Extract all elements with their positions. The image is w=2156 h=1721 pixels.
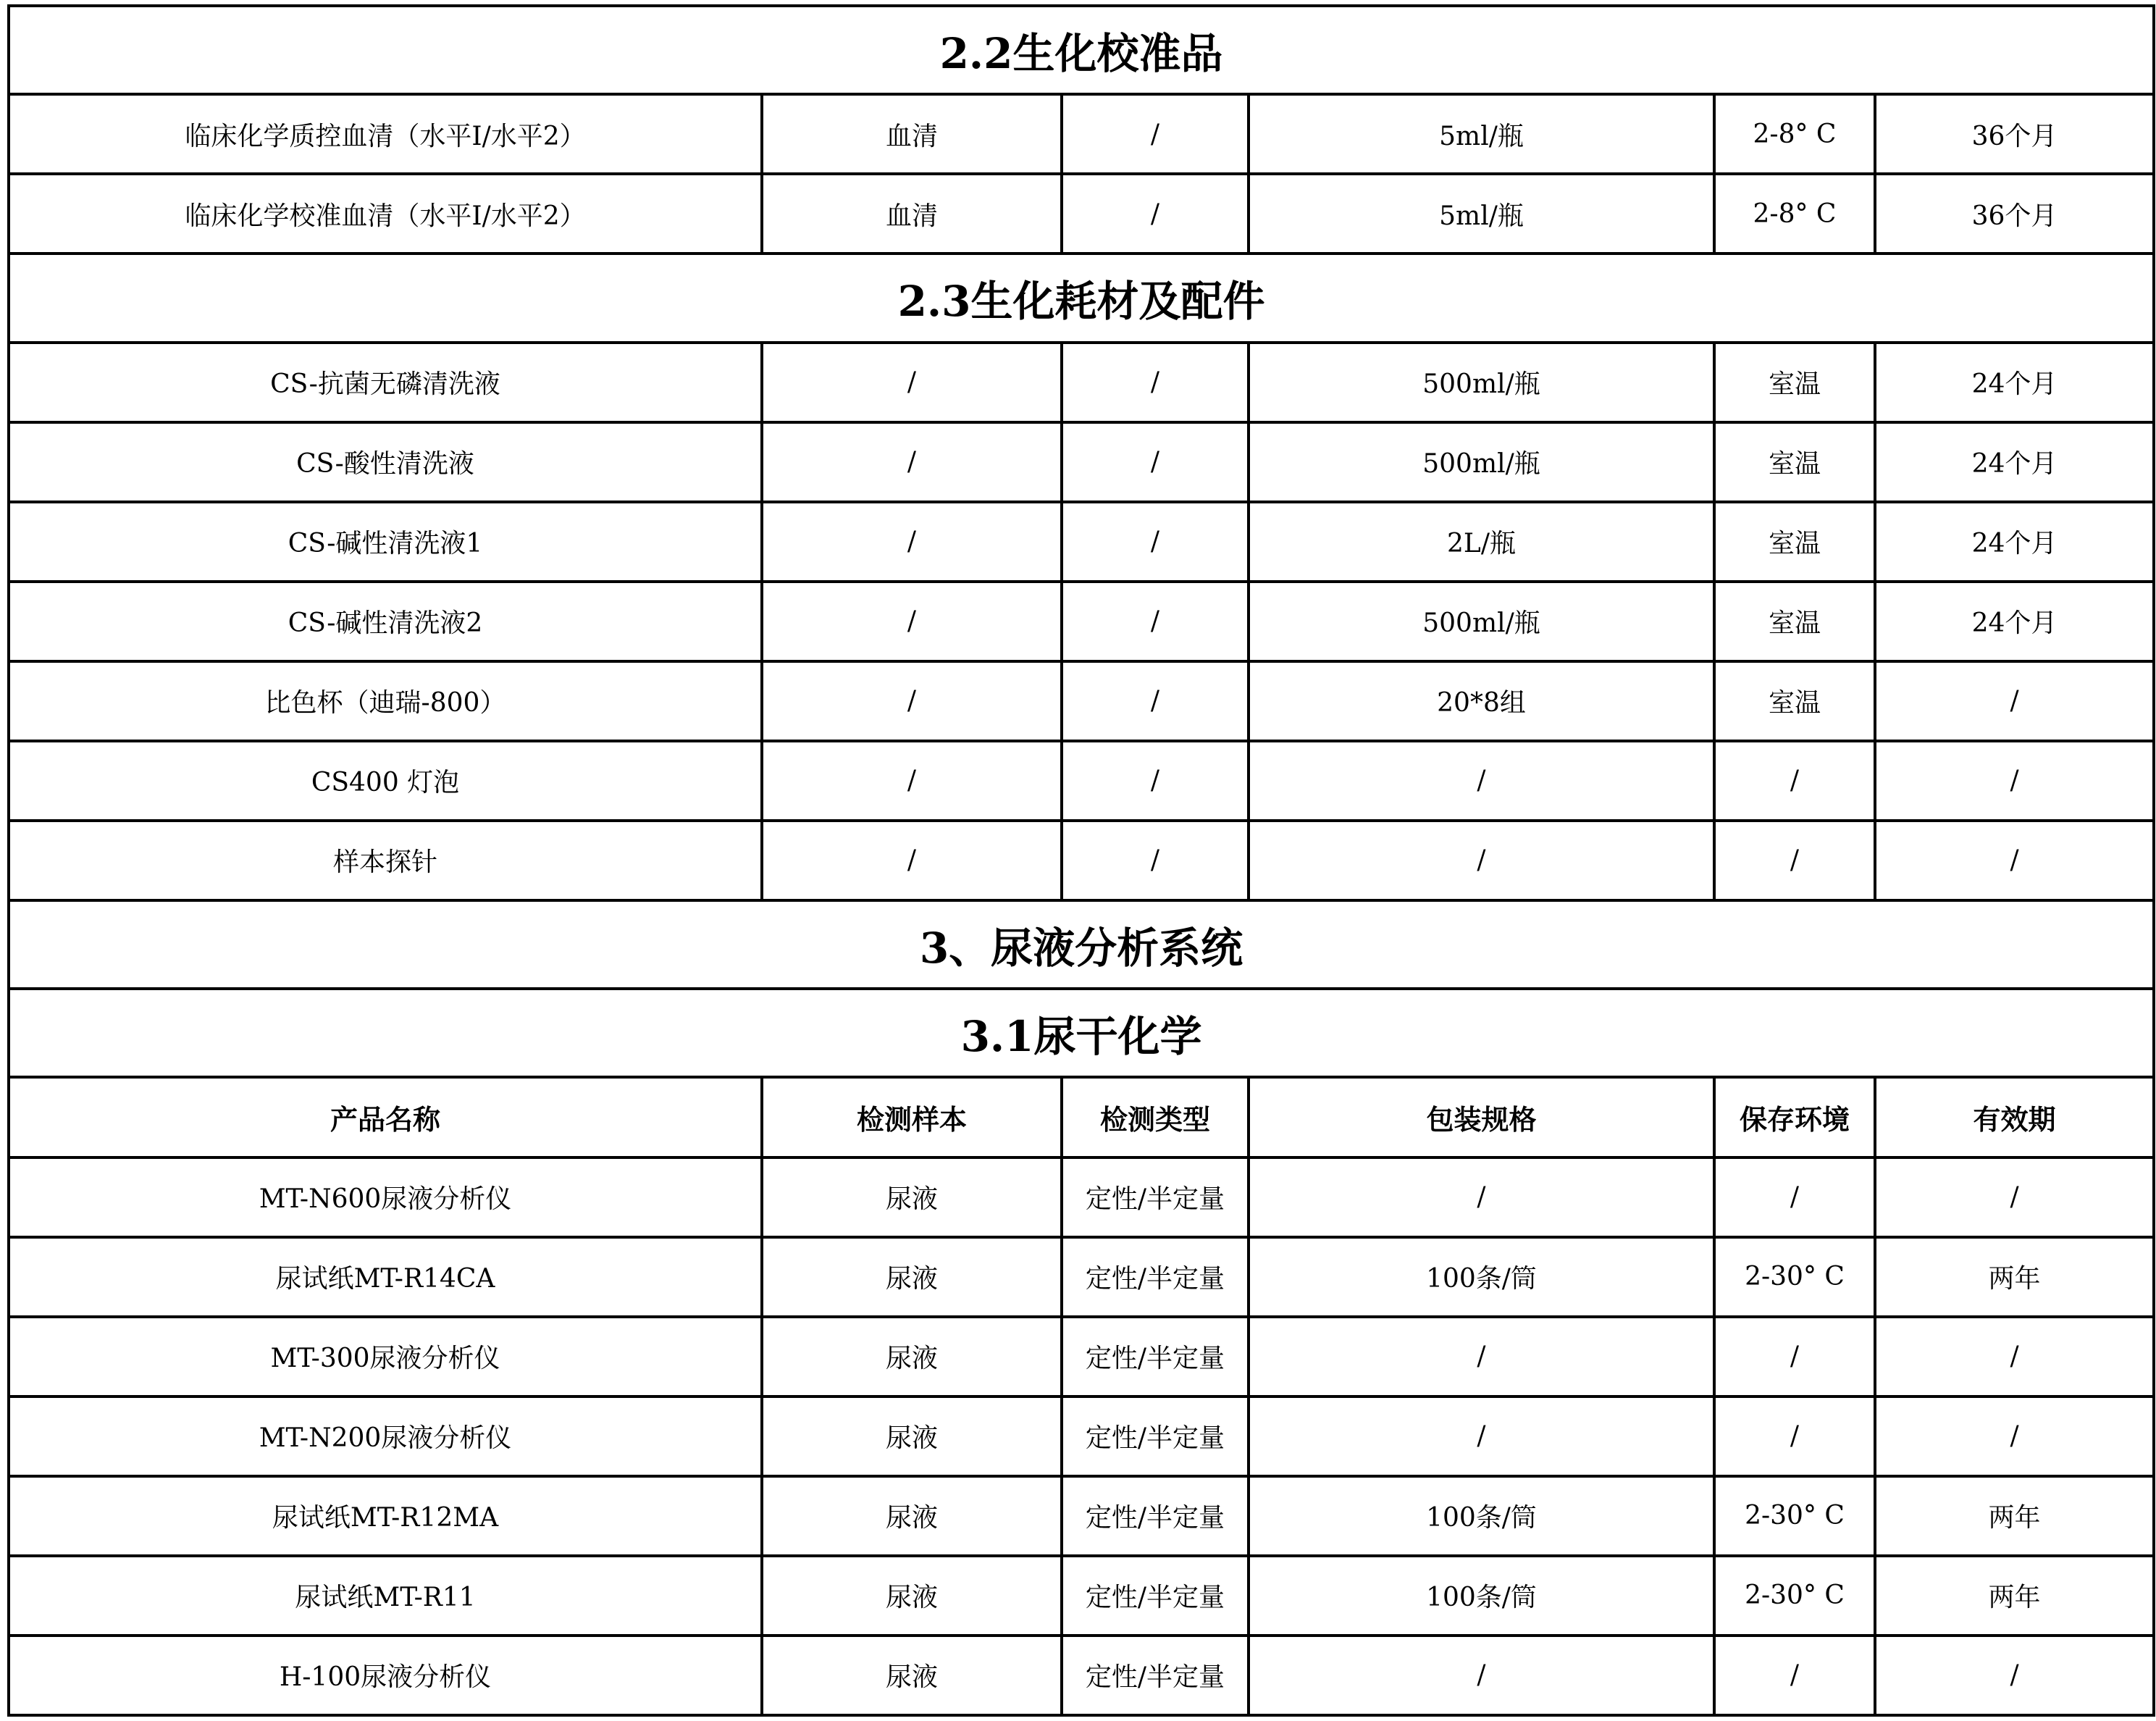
header-package: 包装规格 (1249, 1077, 1714, 1157)
cell-sample: / (762, 821, 1062, 900)
cell-validity: 24个月 (1875, 582, 2154, 661)
table-row (9, 343, 2154, 422)
header-validity: 有效期 (1875, 1077, 2154, 1157)
cell-sample: 尿液 (762, 1157, 1062, 1237)
cell-product-name: CS-碱性清洗液2 (9, 582, 762, 661)
section-title-3: 3、尿液分析系统 (9, 900, 2154, 989)
product-table (7, 4, 2155, 1717)
cell-storage: 室温 (1714, 343, 1875, 422)
table-row (9, 1317, 2154, 1397)
table-row (9, 582, 2154, 661)
cell-storage: / (1714, 1317, 1875, 1397)
table-row (9, 661, 2154, 741)
cell-sample: 尿液 (762, 1397, 1062, 1476)
table-row (9, 1157, 2154, 1237)
cell-test-type: / (1062, 582, 1249, 661)
cell-package: 100条/筒 (1249, 1476, 1714, 1556)
cell-product-name: CS-碱性清洗液1 (9, 502, 762, 582)
cell-product-name: 尿试纸MT-R11 (9, 1556, 762, 1636)
cell-test-type: / (1062, 94, 1249, 174)
cell-product-name: 尿试纸MT-R12MA (9, 1476, 762, 1556)
cell-package: 20*8组 (1249, 661, 1714, 741)
cell-product-name: 临床化学校准血清（水平I/水平2） (9, 174, 762, 254)
cell-product-name: 比色杯（迪瑞-800） (9, 661, 762, 741)
cell-validity: / (1875, 661, 2154, 741)
cell-product-name: 尿试纸MT-R14CA (9, 1237, 762, 1317)
cell-validity: 36个月 (1875, 94, 2154, 174)
cell-validity: / (1875, 821, 2154, 900)
cell-test-type: 定性/半定量 (1062, 1317, 1249, 1397)
cell-storage: 室温 (1714, 661, 1875, 741)
cell-package: / (1249, 1397, 1714, 1476)
table-body (9, 6, 2154, 1715)
cell-test-type: 定性/半定量 (1062, 1157, 1249, 1237)
cell-validity: 24个月 (1875, 502, 2154, 582)
cell-test-type: 定性/半定量 (1062, 1556, 1249, 1636)
cell-test-type: / (1062, 741, 1249, 821)
cell-storage: / (1714, 1397, 1875, 1476)
table-row (9, 422, 2154, 502)
column-header-row (9, 1077, 2154, 1157)
cell-storage: / (1714, 741, 1875, 821)
table-row (9, 821, 2154, 900)
cell-package: / (1249, 1157, 1714, 1237)
cell-validity: 两年 (1875, 1476, 2154, 1556)
cell-product-name: CS400 灯泡 (9, 741, 762, 821)
cell-product-name: MT-N600尿液分析仪 (9, 1157, 762, 1237)
cell-sample: / (762, 661, 1062, 741)
table-row (9, 502, 2154, 582)
cell-sample: 血清 (762, 94, 1062, 174)
cell-validity: 两年 (1875, 1237, 2154, 1317)
section-title-3-1: 3.1尿干化学 (9, 989, 2154, 1077)
section-row (9, 254, 2154, 342)
cell-validity: / (1875, 1317, 2154, 1397)
section-title-2-3: 2.3生化耗材及配件 (9, 254, 2154, 342)
header-sample: 检测样本 (762, 1077, 1062, 1157)
cell-package: 100条/筒 (1249, 1556, 1714, 1636)
cell-product-name: MT-N200尿液分析仪 (9, 1397, 762, 1476)
cell-validity: / (1875, 741, 2154, 821)
header-product-name: 产品名称 (9, 1077, 762, 1157)
cell-test-type: 定性/半定量 (1062, 1476, 1249, 1556)
table-row (9, 174, 2154, 254)
table-row (9, 1397, 2154, 1476)
cell-test-type: / (1062, 502, 1249, 582)
cell-storage: / (1714, 821, 1875, 900)
section-row (9, 6, 2154, 94)
cell-package: 5ml/瓶 (1249, 174, 1714, 254)
cell-storage: 室温 (1714, 502, 1875, 582)
cell-test-type: 定性/半定量 (1062, 1397, 1249, 1476)
cell-storage: / (1714, 1157, 1875, 1237)
cell-storage: 2-8° C (1714, 94, 1875, 174)
cell-storage: 2-30° C (1714, 1556, 1875, 1636)
cell-storage: 2-30° C (1714, 1237, 1875, 1317)
cell-storage: / (1714, 1636, 1875, 1715)
cell-package: / (1249, 1317, 1714, 1397)
cell-product-name: CS-抗菌无磷清洗液 (9, 343, 762, 422)
table-row (9, 741, 2154, 821)
cell-package: / (1249, 1636, 1714, 1715)
table-row (9, 1556, 2154, 1636)
cell-validity: 两年 (1875, 1556, 2154, 1636)
cell-validity: 36个月 (1875, 174, 2154, 254)
cell-sample: / (762, 582, 1062, 661)
cell-sample: / (762, 422, 1062, 502)
cell-storage: 2-30° C (1714, 1476, 1875, 1556)
cell-sample: 尿液 (762, 1237, 1062, 1317)
cell-validity: 24个月 (1875, 343, 2154, 422)
table-row (9, 1636, 2154, 1715)
cell-validity: / (1875, 1397, 2154, 1476)
section-title-2-2: 2.2生化校准品 (9, 6, 2154, 94)
cell-package: 100条/筒 (1249, 1237, 1714, 1317)
cell-sample: 尿液 (762, 1476, 1062, 1556)
cell-sample: / (762, 502, 1062, 582)
cell-package: 500ml/瓶 (1249, 422, 1714, 502)
cell-test-type: / (1062, 422, 1249, 502)
section-row (9, 900, 2154, 989)
table-row (9, 1237, 2154, 1317)
cell-sample: 血清 (762, 174, 1062, 254)
cell-test-type: / (1062, 174, 1249, 254)
cell-product-name: H-100尿液分析仪 (9, 1636, 762, 1715)
cell-package: 500ml/瓶 (1249, 582, 1714, 661)
cell-sample: / (762, 741, 1062, 821)
cell-package: / (1249, 741, 1714, 821)
cell-sample: 尿液 (762, 1317, 1062, 1397)
cell-validity: 24个月 (1875, 422, 2154, 502)
cell-product-name: MT-300尿液分析仪 (9, 1317, 762, 1397)
cell-package: / (1249, 821, 1714, 900)
table-row (9, 1476, 2154, 1556)
cell-test-type: 定性/半定量 (1062, 1237, 1249, 1317)
cell-sample: 尿液 (762, 1556, 1062, 1636)
cell-storage: 2-8° C (1714, 174, 1875, 254)
cell-test-type: / (1062, 821, 1249, 900)
cell-validity: / (1875, 1636, 2154, 1715)
cell-product-name: CS-酸性清洗液 (9, 422, 762, 502)
section-row (9, 989, 2154, 1077)
cell-sample: / (762, 343, 1062, 422)
cell-storage: 室温 (1714, 582, 1875, 661)
cell-test-type: / (1062, 343, 1249, 422)
cell-product-name: 样本探针 (9, 821, 762, 900)
cell-storage: 室温 (1714, 422, 1875, 502)
header-test-type: 检测类型 (1062, 1077, 1249, 1157)
cell-package: 500ml/瓶 (1249, 343, 1714, 422)
cell-package: 2L/瓶 (1249, 502, 1714, 582)
header-storage: 保存环境 (1714, 1077, 1875, 1157)
cell-package: 5ml/瓶 (1249, 94, 1714, 174)
table-row (9, 94, 2154, 174)
cell-validity: / (1875, 1157, 2154, 1237)
cell-product-name: 临床化学质控血清（水平I/水平2） (9, 94, 762, 174)
cell-test-type: 定性/半定量 (1062, 1636, 1249, 1715)
cell-sample: 尿液 (762, 1636, 1062, 1715)
cell-test-type: / (1062, 661, 1249, 741)
